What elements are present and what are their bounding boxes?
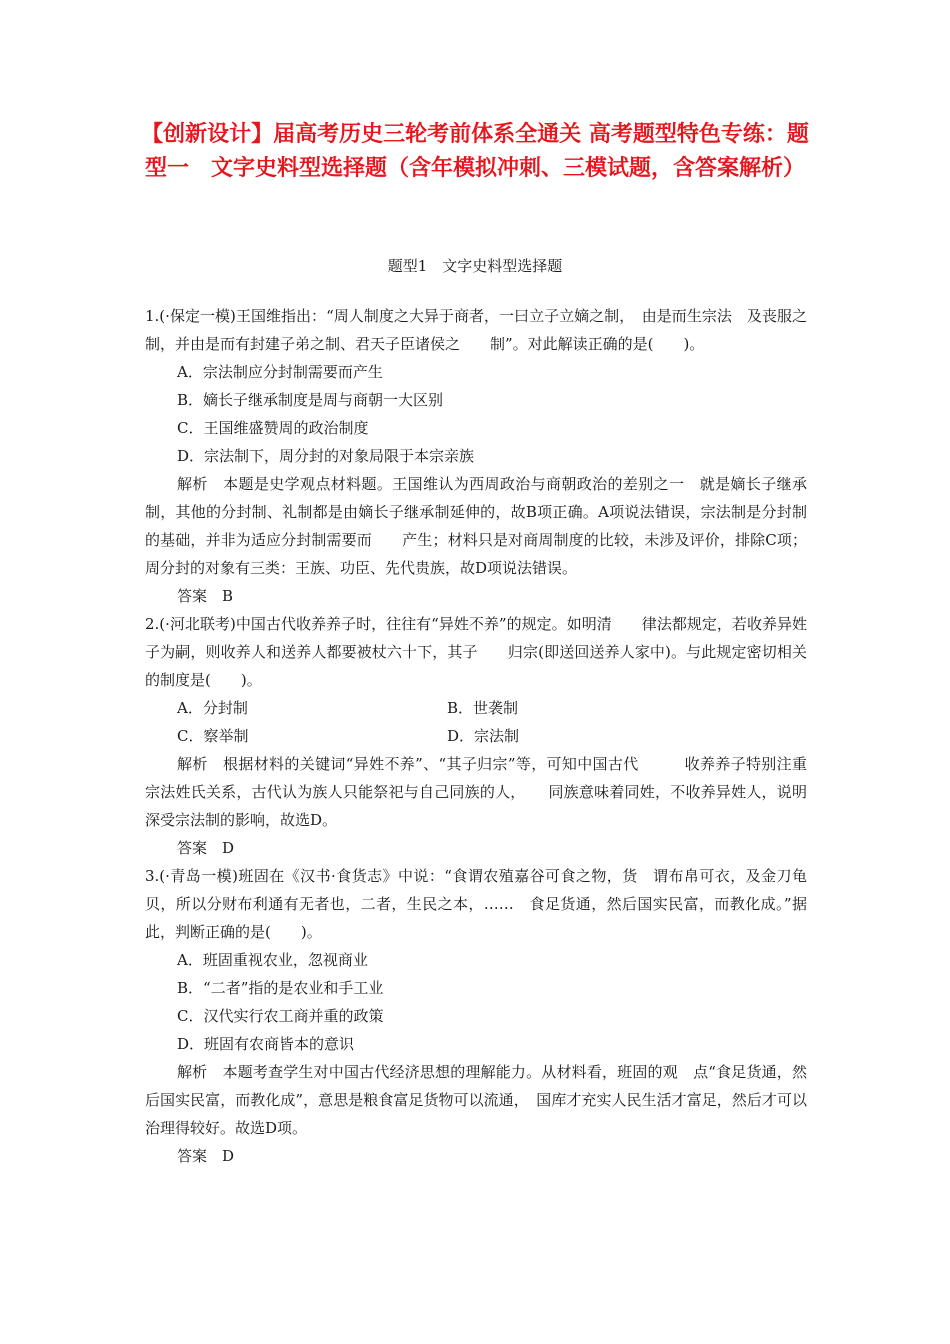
section-heading: 题型1 文字史料型选择题 bbox=[387, 257, 563, 275]
option-d: D．宗法制 bbox=[447, 727, 520, 745]
answer: 答案 D bbox=[177, 839, 235, 857]
document-title: 【创新设计】届高考历史三轮考前体系全通关 高考题型特色专练：题型一 文字史料型选择题（含年模拟冲刺、三模试题，含答案解析） bbox=[141, 122, 809, 181]
question-1 bbox=[145, 302, 807, 610]
option-row bbox=[145, 722, 807, 750]
option-d: D．班固有农商皆本的意识 bbox=[177, 1035, 355, 1053]
answer: 答案 D bbox=[177, 1147, 235, 1165]
question-stem: 2.(·河北联考)中国古代收养养子时，往往有“异姓不养”的规定。如明清 律法都规定，若收养异姓子为嗣，则收养人和送养人都要被杖六十下，其子 归宗(即送回送养人家中)。与此规定密切相关的制度是( )。 bbox=[145, 615, 807, 689]
option-a: A．班固重视农业，忽视商业 bbox=[177, 951, 368, 969]
question-stem: 3.(·青岛一模)班固在《汉书·食货志》中说：“食谓农殖嘉谷可食之物，货 谓布帛可衣，及金刀龟贝，所以分财布利通有无者也，二者，生民之本，…… 食足货通，然后国实民富，而教化成。”据此，判断正确的是( )。 bbox=[145, 867, 807, 941]
option-b: B．世袭制 bbox=[447, 699, 519, 717]
option-c: C．察举制 bbox=[177, 727, 249, 745]
option-d: D．宗法制下，周分封的对象局限于本宗亲族 bbox=[177, 447, 475, 465]
explanation: 解析 根据材料的关键词“异姓不养”、“其子归宗”等，可知中国古代 收养养子特别注重宗法姓氏关系，古代认为族人只能祭祀与自己同族的人， 同族意味着同姓，不收养异姓人，说明深受宗法制的影响，故选D。 bbox=[145, 755, 807, 829]
option-b: B．嫡长子继承制度是周与商朝一大区别 bbox=[177, 391, 444, 409]
option-a: A．宗法制应分封制需要而产生 bbox=[177, 363, 383, 381]
answer: 答案 B bbox=[177, 587, 234, 605]
explanation: 解析 本题考查学生对中国古代经济思想的理解能力。从材料看，班固的观 点“食足货通，然后国实民富，而教化成”，意思是粮食富足货物可以流通， 国库才充实人民生活才富足，然后才可以治理得较好。故选D项。 bbox=[145, 1063, 807, 1137]
option-c: C．汉代实行农工商并重的政策 bbox=[177, 1007, 384, 1025]
option-b: B．“二者”指的是农业和手工业 bbox=[177, 979, 384, 997]
option-row bbox=[145, 694, 807, 722]
question-3 bbox=[145, 862, 807, 1170]
question-list bbox=[145, 302, 807, 1170]
explanation: 解析 本题是史学观点材料题。王国维认为西周政治与商朝政治的差别之一 就是嫡长子继承制，其他的分封制、礼制都是由嫡长子继承制延伸的，故B项正确。A项说法错误，宗法制是分封制的基础，并非为适应分封制需要而 产生；材料只是对商周制度的比较，未涉及评价，排除C项；周分封的对象有三类：王族、功臣、先代贵族，故D项说法错误。 bbox=[145, 475, 807, 577]
option-c: C．王国维盛赞周的政治制度 bbox=[177, 419, 369, 437]
option-a: A．分封制 bbox=[177, 699, 248, 717]
question-stem: 1.(·保定一模)王国维指出：“周人制度之大异于商者，一曰立子立嫡之制， 由是而生宗法 及丧服之制，并由是而有封建子弟之制、君天子臣诸侯之 制”。对此解读正确的是( )。 bbox=[145, 307, 807, 353]
question-2 bbox=[145, 610, 807, 862]
